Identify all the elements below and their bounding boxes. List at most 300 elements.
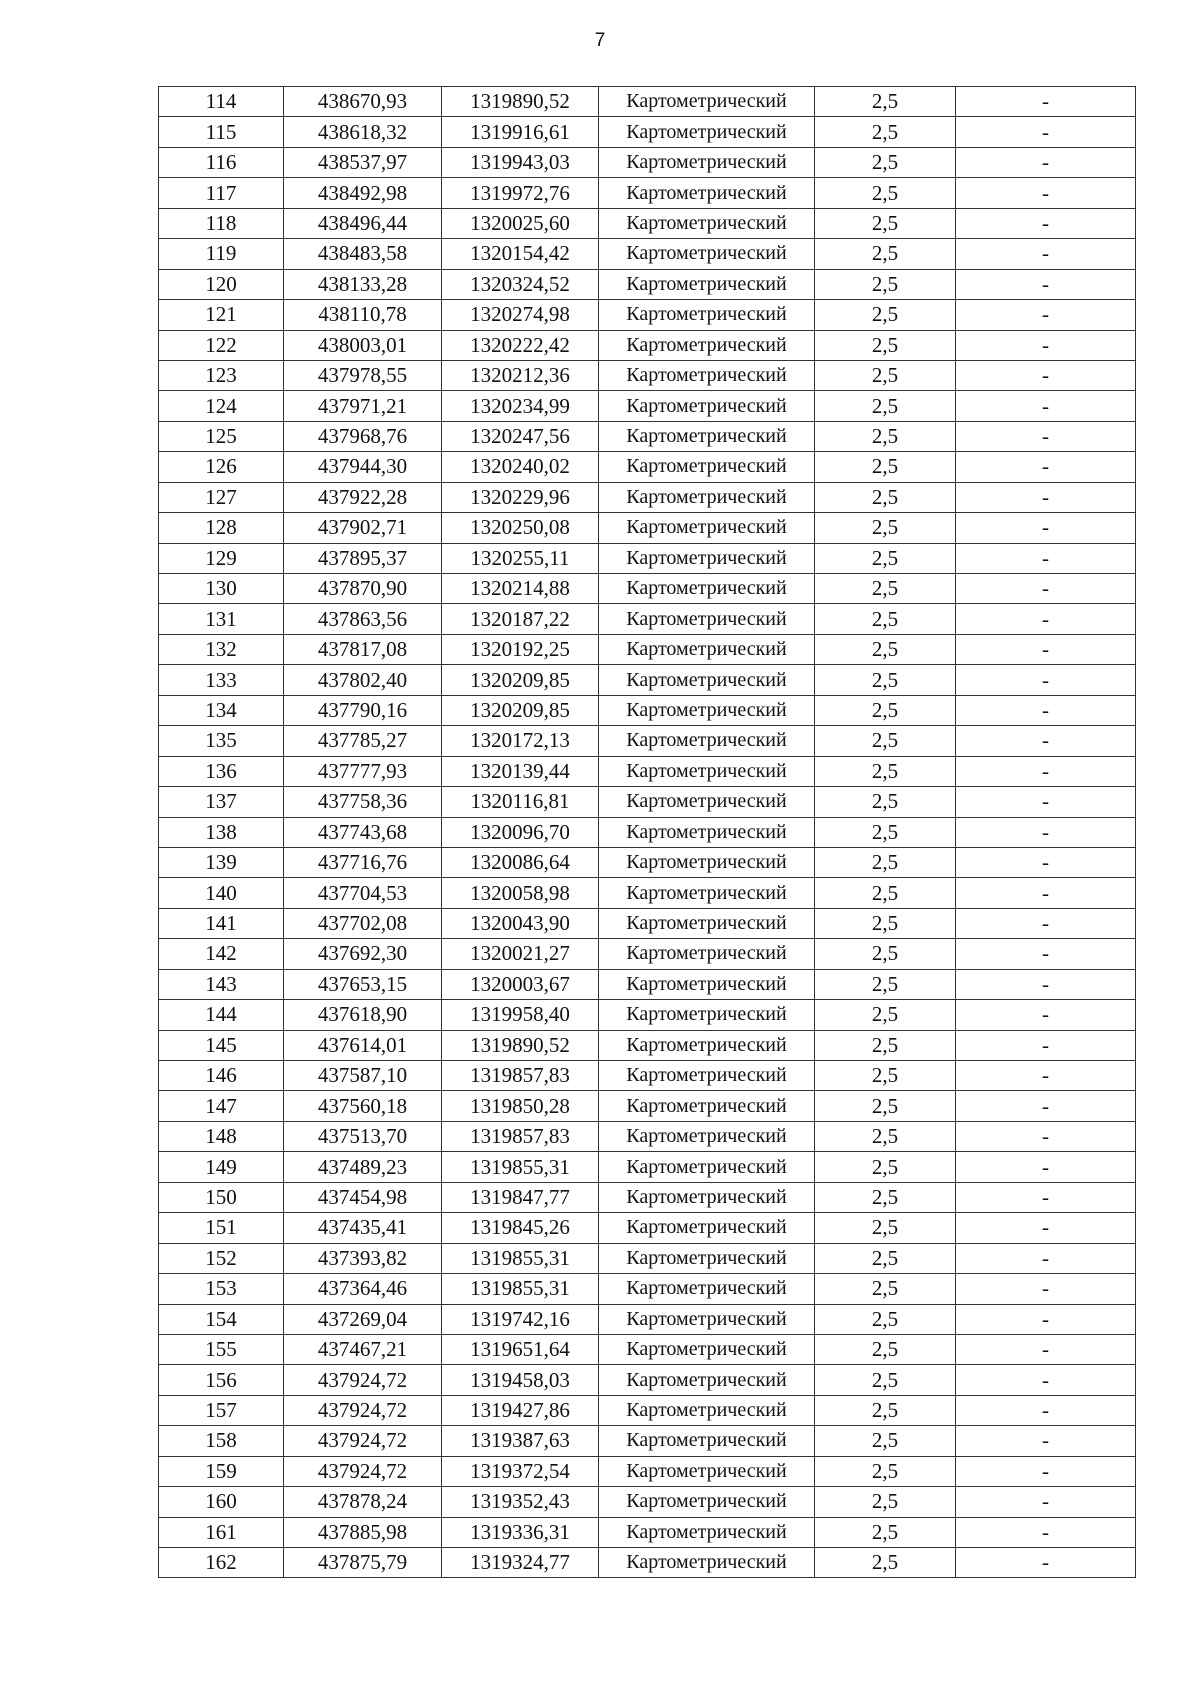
accuracy-cell: 2,5	[815, 1030, 956, 1060]
point-number-cell: 150	[159, 1182, 284, 1212]
point-number-cell: 140	[159, 878, 284, 908]
accuracy-cell: 2,5	[815, 1000, 956, 1030]
x-coordinate-cell: 437895,37	[284, 543, 442, 573]
x-coordinate-cell: 437870,90	[284, 574, 442, 604]
description-cell: -	[956, 208, 1136, 238]
x-coordinate-cell: 437454,98	[284, 1182, 442, 1212]
accuracy-cell: 2,5	[815, 908, 956, 938]
method-cell: Картометрический	[599, 817, 815, 847]
y-coordinate-cell: 1320003,67	[442, 969, 599, 999]
y-coordinate-cell: 1320096,70	[442, 817, 599, 847]
description-cell: -	[956, 300, 1136, 330]
description-cell: -	[956, 726, 1136, 756]
method-cell: Картометрический	[599, 726, 815, 756]
y-coordinate-cell: 1319372,54	[442, 1456, 599, 1486]
accuracy-cell: 2,5	[815, 1274, 956, 1304]
description-cell: -	[956, 1395, 1136, 1425]
table-row	[159, 726, 1136, 756]
table-row	[159, 482, 1136, 512]
description-cell: -	[956, 969, 1136, 999]
point-number-cell: 147	[159, 1091, 284, 1121]
y-coordinate-cell: 1319857,83	[442, 1121, 599, 1151]
point-number-cell: 131	[159, 604, 284, 634]
description-cell: -	[956, 604, 1136, 634]
description-cell: -	[956, 1121, 1136, 1151]
method-cell: Картометрический	[599, 634, 815, 664]
point-number-cell: 115	[159, 117, 284, 147]
description-cell: -	[956, 543, 1136, 573]
point-number-cell: 114	[159, 87, 284, 117]
accuracy-cell: 2,5	[815, 1334, 956, 1364]
y-coordinate-cell: 1319890,52	[442, 87, 599, 117]
description-cell: -	[956, 1061, 1136, 1091]
y-coordinate-cell: 1320043,90	[442, 908, 599, 938]
accuracy-cell: 2,5	[815, 756, 956, 786]
accuracy-cell: 2,5	[815, 1243, 956, 1273]
table-row	[159, 574, 1136, 604]
x-coordinate-cell: 438483,58	[284, 239, 442, 269]
description-cell: -	[956, 269, 1136, 299]
accuracy-cell: 2,5	[815, 817, 956, 847]
x-coordinate-cell: 437560,18	[284, 1091, 442, 1121]
x-coordinate-cell: 437885,98	[284, 1517, 442, 1547]
accuracy-cell: 2,5	[815, 239, 956, 269]
accuracy-cell: 2,5	[815, 330, 956, 360]
method-cell: Картометрический	[599, 1152, 815, 1182]
method-cell: Картометрический	[599, 482, 815, 512]
table-row	[159, 939, 1136, 969]
accuracy-cell: 2,5	[815, 1182, 956, 1212]
x-coordinate-cell: 438133,28	[284, 269, 442, 299]
description-cell: -	[956, 1334, 1136, 1364]
method-cell: Картометрический	[599, 1517, 815, 1547]
x-coordinate-cell: 437614,01	[284, 1030, 442, 1060]
description-cell: -	[956, 1304, 1136, 1334]
point-number-cell: 158	[159, 1426, 284, 1456]
x-coordinate-cell: 437878,24	[284, 1487, 442, 1517]
method-cell: Картометрический	[599, 665, 815, 695]
accuracy-cell: 2,5	[815, 878, 956, 908]
point-number-cell: 142	[159, 939, 284, 969]
description-cell: -	[956, 147, 1136, 177]
method-cell: Картометрический	[599, 847, 815, 877]
point-number-cell: 129	[159, 543, 284, 573]
point-number-cell: 161	[159, 1517, 284, 1547]
y-coordinate-cell: 1320025,60	[442, 208, 599, 238]
method-cell: Картометрический	[599, 1426, 815, 1456]
point-number-cell: 159	[159, 1456, 284, 1486]
x-coordinate-cell: 437467,21	[284, 1334, 442, 1364]
method-cell: Картометрический	[599, 513, 815, 543]
point-number-cell: 144	[159, 1000, 284, 1030]
description-cell: -	[956, 178, 1136, 208]
accuracy-cell: 2,5	[815, 87, 956, 117]
table-row	[159, 908, 1136, 938]
table-row	[159, 847, 1136, 877]
x-coordinate-cell: 437817,08	[284, 634, 442, 664]
point-number-cell: 149	[159, 1152, 284, 1182]
x-coordinate-cell: 437269,04	[284, 1304, 442, 1334]
method-cell: Картометрический	[599, 269, 815, 299]
accuracy-cell: 2,5	[815, 513, 956, 543]
description-cell: -	[956, 1091, 1136, 1121]
x-coordinate-cell: 437364,46	[284, 1274, 442, 1304]
x-coordinate-cell: 437777,93	[284, 756, 442, 786]
description-cell: -	[956, 330, 1136, 360]
method-cell: Картометрический	[599, 1182, 815, 1212]
accuracy-cell: 2,5	[815, 634, 956, 664]
x-coordinate-cell: 437489,23	[284, 1152, 442, 1182]
y-coordinate-cell: 1320192,25	[442, 634, 599, 664]
description-cell: -	[956, 452, 1136, 482]
y-coordinate-cell: 1319742,16	[442, 1304, 599, 1334]
description-cell: -	[956, 1000, 1136, 1030]
accuracy-cell: 2,5	[815, 1091, 956, 1121]
y-coordinate-cell: 1320247,56	[442, 421, 599, 451]
table-row	[159, 452, 1136, 482]
accuracy-cell: 2,5	[815, 117, 956, 147]
method-cell: Картометрический	[599, 1274, 815, 1304]
accuracy-cell: 2,5	[815, 269, 956, 299]
table-row	[159, 208, 1136, 238]
table-row	[159, 1213, 1136, 1243]
x-coordinate-cell: 437971,21	[284, 391, 442, 421]
description-cell: -	[956, 1243, 1136, 1273]
method-cell: Картометрический	[599, 300, 815, 330]
table-row	[159, 1243, 1136, 1273]
method-cell: Картометрический	[599, 908, 815, 938]
y-coordinate-cell: 1319890,52	[442, 1030, 599, 1060]
description-cell: -	[956, 756, 1136, 786]
table-row	[159, 1517, 1136, 1547]
table-row	[159, 117, 1136, 147]
y-coordinate-cell: 1319336,31	[442, 1517, 599, 1547]
table-row	[159, 1456, 1136, 1486]
table-row	[159, 1121, 1136, 1151]
x-coordinate-cell: 437875,79	[284, 1548, 442, 1578]
accuracy-cell: 2,5	[815, 1456, 956, 1486]
table-row	[159, 695, 1136, 725]
y-coordinate-cell: 1319972,76	[442, 178, 599, 208]
accuracy-cell: 2,5	[815, 1061, 956, 1091]
x-coordinate-cell: 437587,10	[284, 1061, 442, 1091]
table-row	[159, 787, 1136, 817]
table-row	[159, 1061, 1136, 1091]
x-coordinate-cell: 438003,01	[284, 330, 442, 360]
point-number-cell: 138	[159, 817, 284, 847]
table-row	[159, 878, 1136, 908]
point-number-cell: 153	[159, 1274, 284, 1304]
y-coordinate-cell: 1319855,31	[442, 1274, 599, 1304]
method-cell: Картометрический	[599, 178, 815, 208]
point-number-cell: 151	[159, 1213, 284, 1243]
point-number-cell: 148	[159, 1121, 284, 1151]
method-cell: Картометрический	[599, 391, 815, 421]
y-coordinate-cell: 1320250,08	[442, 513, 599, 543]
y-coordinate-cell: 1319855,31	[442, 1152, 599, 1182]
method-cell: Картометрический	[599, 604, 815, 634]
method-cell: Картометрический	[599, 117, 815, 147]
table-row	[159, 87, 1136, 117]
table-row	[159, 239, 1136, 269]
point-number-cell: 123	[159, 360, 284, 390]
x-coordinate-cell: 437618,90	[284, 1000, 442, 1030]
description-cell: -	[956, 878, 1136, 908]
point-number-cell: 162	[159, 1548, 284, 1578]
x-coordinate-cell: 437968,76	[284, 421, 442, 451]
point-number-cell: 133	[159, 665, 284, 695]
x-coordinate-cell: 437702,08	[284, 908, 442, 938]
accuracy-cell: 2,5	[815, 1121, 956, 1151]
y-coordinate-cell: 1319651,64	[442, 1334, 599, 1364]
y-coordinate-cell: 1320324,52	[442, 269, 599, 299]
table-row	[159, 969, 1136, 999]
accuracy-cell: 2,5	[815, 1517, 956, 1547]
description-cell: -	[956, 1182, 1136, 1212]
method-cell: Картометрический	[599, 1243, 815, 1273]
point-number-cell: 136	[159, 756, 284, 786]
accuracy-cell: 2,5	[815, 1426, 956, 1456]
y-coordinate-cell: 1320187,22	[442, 604, 599, 634]
page-number: 7	[594, 30, 606, 51]
table-row	[159, 634, 1136, 664]
method-cell: Картометрический	[599, 1548, 815, 1578]
x-coordinate-cell: 437902,71	[284, 513, 442, 543]
method-cell: Картометрический	[599, 787, 815, 817]
y-coordinate-cell: 1319857,83	[442, 1061, 599, 1091]
table-row	[159, 1548, 1136, 1578]
method-cell: Картометрический	[599, 878, 815, 908]
description-cell: -	[956, 482, 1136, 512]
method-cell: Картометрический	[599, 969, 815, 999]
table-row	[159, 1304, 1136, 1334]
table-row	[159, 421, 1136, 451]
table-row	[159, 1487, 1136, 1517]
x-coordinate-cell: 437435,41	[284, 1213, 442, 1243]
y-coordinate-cell: 1319352,43	[442, 1487, 599, 1517]
accuracy-cell: 2,5	[815, 147, 956, 177]
point-number-cell: 139	[159, 847, 284, 877]
y-coordinate-cell: 1319387,63	[442, 1426, 599, 1456]
description-cell: -	[956, 787, 1136, 817]
y-coordinate-cell: 1320212,36	[442, 360, 599, 390]
x-coordinate-cell: 437716,76	[284, 847, 442, 877]
accuracy-cell: 2,5	[815, 543, 956, 573]
point-number-cell: 143	[159, 969, 284, 999]
accuracy-cell: 2,5	[815, 787, 956, 817]
y-coordinate-cell: 1320116,81	[442, 787, 599, 817]
description-cell: -	[956, 87, 1136, 117]
table-row	[159, 269, 1136, 299]
table-row	[159, 604, 1136, 634]
x-coordinate-cell: 437924,72	[284, 1426, 442, 1456]
description-cell: -	[956, 1548, 1136, 1578]
accuracy-cell: 2,5	[815, 604, 956, 634]
point-number-cell: 160	[159, 1487, 284, 1517]
description-cell: -	[956, 939, 1136, 969]
description-cell: -	[956, 634, 1136, 664]
y-coordinate-cell: 1320172,13	[442, 726, 599, 756]
point-number-cell: 154	[159, 1304, 284, 1334]
method-cell: Картометрический	[599, 1061, 815, 1091]
table-row	[159, 1395, 1136, 1425]
description-cell: -	[956, 1487, 1136, 1517]
method-cell: Картометрический	[599, 330, 815, 360]
method-cell: Картометрический	[599, 574, 815, 604]
x-coordinate-cell: 437924,72	[284, 1395, 442, 1425]
accuracy-cell: 2,5	[815, 574, 956, 604]
x-coordinate-cell: 437802,40	[284, 665, 442, 695]
accuracy-cell: 2,5	[815, 1213, 956, 1243]
y-coordinate-cell: 1319427,86	[442, 1395, 599, 1425]
description-cell: -	[956, 1030, 1136, 1060]
y-coordinate-cell: 1320234,99	[442, 391, 599, 421]
x-coordinate-cell: 437513,70	[284, 1121, 442, 1151]
x-coordinate-cell: 438496,44	[284, 208, 442, 238]
x-coordinate-cell: 437758,36	[284, 787, 442, 817]
point-number-cell: 125	[159, 421, 284, 451]
y-coordinate-cell: 1320209,85	[442, 695, 599, 725]
accuracy-cell: 2,5	[815, 847, 956, 877]
accuracy-cell: 2,5	[815, 482, 956, 512]
table-row	[159, 1426, 1136, 1456]
table-row	[159, 817, 1136, 847]
table-row	[159, 330, 1136, 360]
table-row	[159, 1365, 1136, 1395]
accuracy-cell: 2,5	[815, 1365, 956, 1395]
y-coordinate-cell: 1320086,64	[442, 847, 599, 877]
x-coordinate-cell: 437944,30	[284, 452, 442, 482]
accuracy-cell: 2,5	[815, 1487, 956, 1517]
point-number-cell: 135	[159, 726, 284, 756]
y-coordinate-cell: 1320214,88	[442, 574, 599, 604]
x-coordinate-cell: 438670,93	[284, 87, 442, 117]
table-body	[159, 87, 1136, 1578]
accuracy-cell: 2,5	[815, 726, 956, 756]
x-coordinate-cell: 437790,16	[284, 695, 442, 725]
method-cell: Картометрический	[599, 87, 815, 117]
accuracy-cell: 2,5	[815, 1304, 956, 1334]
accuracy-cell: 2,5	[815, 360, 956, 390]
point-number-cell: 127	[159, 482, 284, 512]
accuracy-cell: 2,5	[815, 1548, 956, 1578]
description-cell: -	[956, 421, 1136, 451]
method-cell: Картометрический	[599, 1365, 815, 1395]
point-number-cell: 130	[159, 574, 284, 604]
description-cell: -	[956, 391, 1136, 421]
description-cell: -	[956, 847, 1136, 877]
table-row	[159, 391, 1136, 421]
description-cell: -	[956, 360, 1136, 390]
table-row	[159, 543, 1136, 573]
point-number-cell: 132	[159, 634, 284, 664]
y-coordinate-cell: 1319458,03	[442, 1365, 599, 1395]
table-row	[159, 513, 1136, 543]
y-coordinate-cell: 1319943,03	[442, 147, 599, 177]
x-coordinate-cell: 437863,56	[284, 604, 442, 634]
description-cell: -	[956, 1517, 1136, 1547]
y-coordinate-cell: 1319916,61	[442, 117, 599, 147]
table-row	[159, 1000, 1136, 1030]
x-coordinate-cell: 437978,55	[284, 360, 442, 390]
description-cell: -	[956, 817, 1136, 847]
x-coordinate-cell: 437743,68	[284, 817, 442, 847]
accuracy-cell: 2,5	[815, 300, 956, 330]
point-number-cell: 155	[159, 1334, 284, 1364]
method-cell: Картометрический	[599, 939, 815, 969]
y-coordinate-cell: 1319845,26	[442, 1213, 599, 1243]
point-number-cell: 146	[159, 1061, 284, 1091]
method-cell: Картометрический	[599, 1030, 815, 1060]
y-coordinate-cell: 1320154,42	[442, 239, 599, 269]
point-number-cell: 156	[159, 1365, 284, 1395]
table-row	[159, 1091, 1136, 1121]
table-row	[159, 756, 1136, 786]
x-coordinate-cell: 438618,32	[284, 117, 442, 147]
accuracy-cell: 2,5	[815, 665, 956, 695]
point-number-cell: 120	[159, 269, 284, 299]
x-coordinate-cell: 437393,82	[284, 1243, 442, 1273]
point-number-cell: 128	[159, 513, 284, 543]
x-coordinate-cell: 437785,27	[284, 726, 442, 756]
table-row	[159, 360, 1136, 390]
y-coordinate-cell: 1319850,28	[442, 1091, 599, 1121]
y-coordinate-cell: 1320222,42	[442, 330, 599, 360]
point-number-cell: 137	[159, 787, 284, 817]
accuracy-cell: 2,5	[815, 939, 956, 969]
description-cell: -	[956, 117, 1136, 147]
x-coordinate-cell: 437653,15	[284, 969, 442, 999]
accuracy-cell: 2,5	[815, 421, 956, 451]
table-row	[159, 1182, 1136, 1212]
method-cell: Картометрический	[599, 1091, 815, 1121]
x-coordinate-cell: 437922,28	[284, 482, 442, 512]
y-coordinate-cell: 1319958,40	[442, 1000, 599, 1030]
y-coordinate-cell: 1319324,77	[442, 1548, 599, 1578]
method-cell: Картометрический	[599, 1334, 815, 1364]
x-coordinate-cell: 437924,72	[284, 1365, 442, 1395]
point-number-cell: 126	[159, 452, 284, 482]
table-row	[159, 147, 1136, 177]
table-row	[159, 1334, 1136, 1364]
x-coordinate-cell: 438492,98	[284, 178, 442, 208]
method-cell: Картометрический	[599, 695, 815, 725]
method-cell: Картометрический	[599, 1121, 815, 1151]
accuracy-cell: 2,5	[815, 178, 956, 208]
description-cell: -	[956, 1152, 1136, 1182]
accuracy-cell: 2,5	[815, 391, 956, 421]
description-cell: -	[956, 1426, 1136, 1456]
y-coordinate-cell: 1320229,96	[442, 482, 599, 512]
point-number-cell: 157	[159, 1395, 284, 1425]
y-coordinate-cell: 1320209,85	[442, 665, 599, 695]
description-cell: -	[956, 1213, 1136, 1243]
y-coordinate-cell: 1320058,98	[442, 878, 599, 908]
y-coordinate-cell: 1320240,02	[442, 452, 599, 482]
method-cell: Картометрический	[599, 1456, 815, 1486]
y-coordinate-cell: 1320274,98	[442, 300, 599, 330]
accuracy-cell: 2,5	[815, 1395, 956, 1425]
method-cell: Картометрический	[599, 147, 815, 177]
method-cell: Картометрический	[599, 1304, 815, 1334]
x-coordinate-cell: 437924,72	[284, 1456, 442, 1486]
description-cell: -	[956, 1365, 1136, 1395]
method-cell: Картометрический	[599, 1487, 815, 1517]
x-coordinate-cell: 437704,53	[284, 878, 442, 908]
description-cell: -	[956, 574, 1136, 604]
method-cell: Картометрический	[599, 543, 815, 573]
accuracy-cell: 2,5	[815, 208, 956, 238]
